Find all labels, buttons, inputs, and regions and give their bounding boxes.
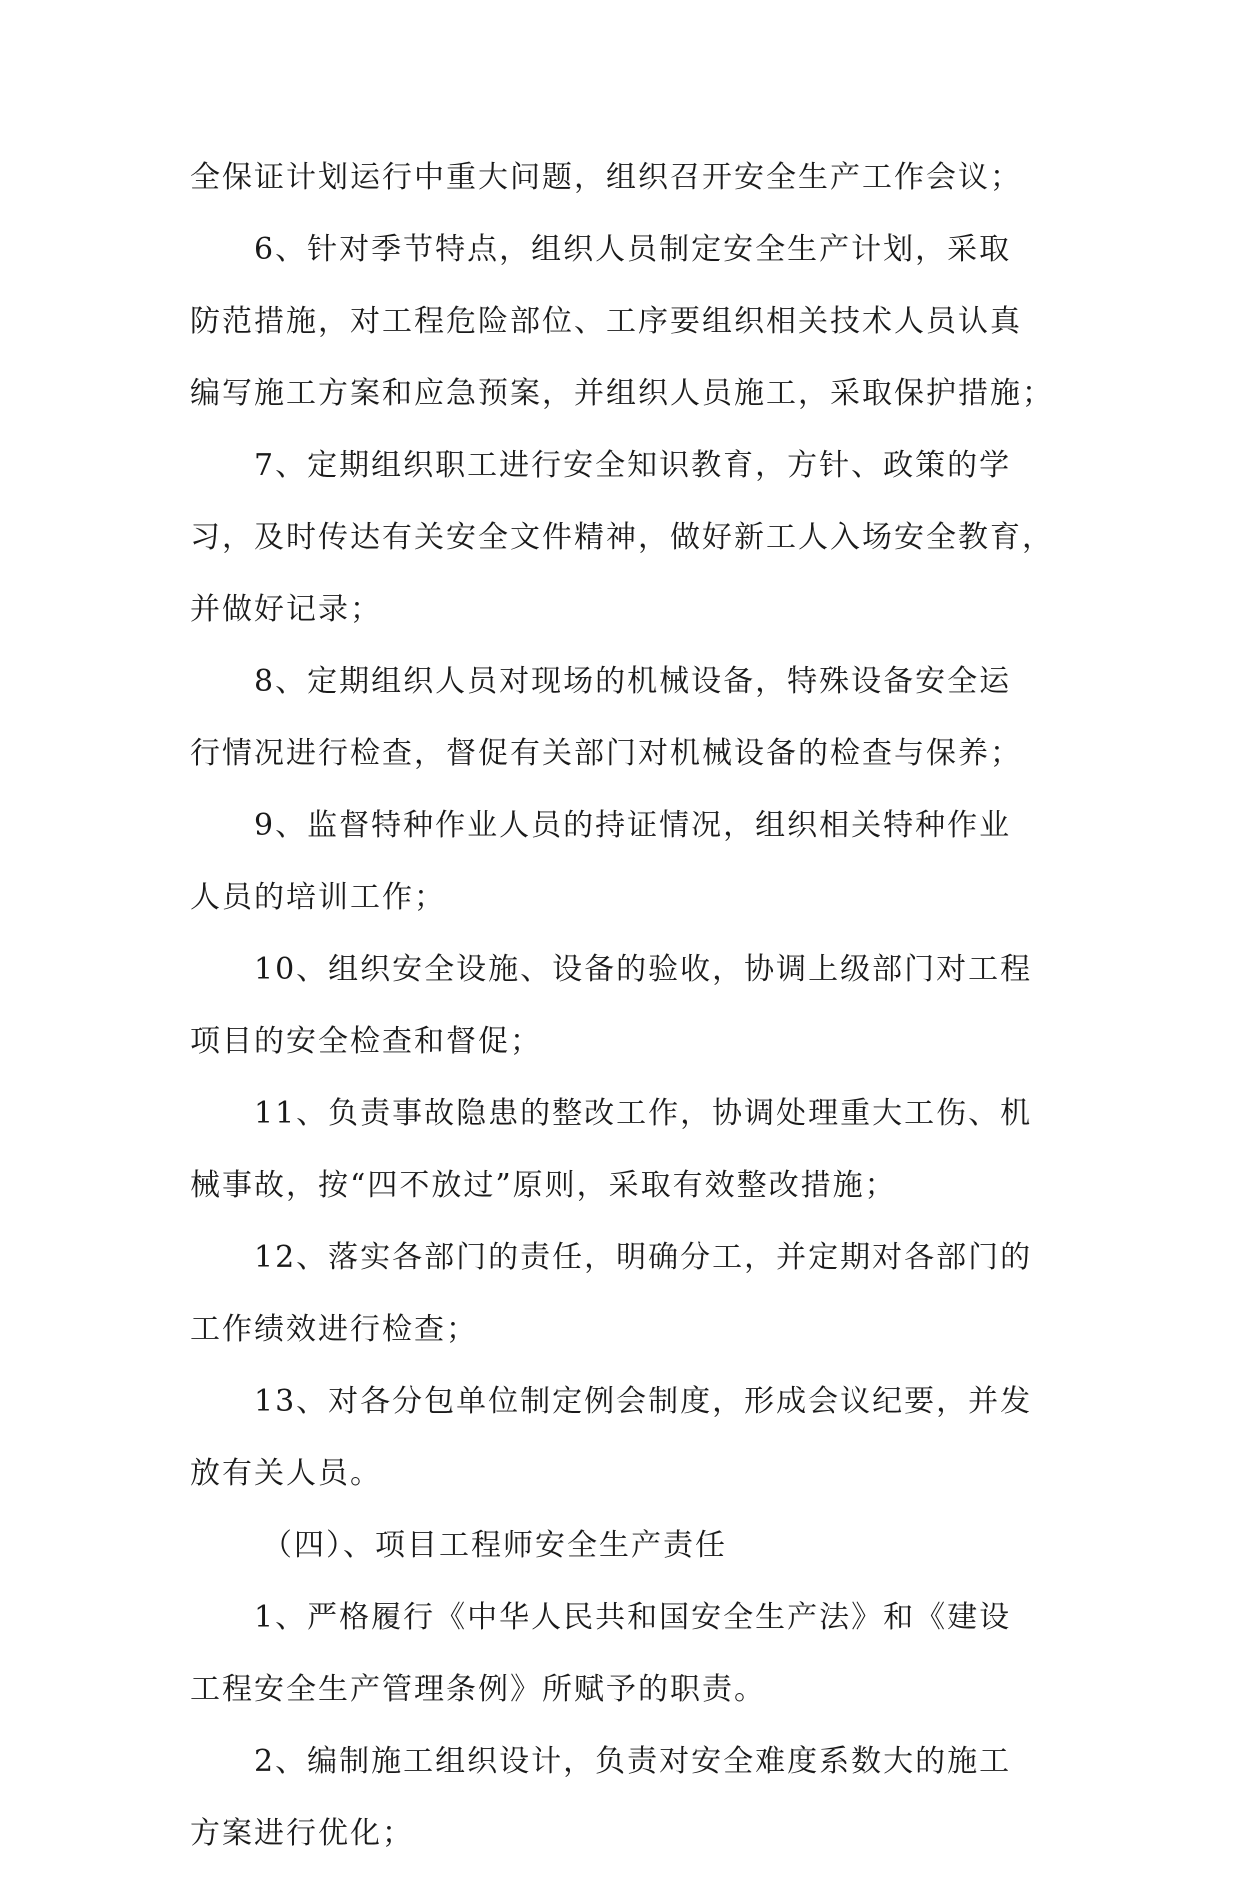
paragraph-line: 10、组织安全设施、设备的验收，协调上级部门对工程 <box>254 952 1033 987</box>
paragraph-line: 放有关人员。 <box>190 1456 382 1491</box>
paragraph-line: 11、负责事故隐患的整改工作，协调处理重大工伤、机 <box>254 1096 1033 1131</box>
paragraph-line: 行情况进行检查，督促有关部门对机械设备的检查与保养； <box>190 736 1022 771</box>
paragraph-line: 工程安全生产管理条例》所赋予的职责。 <box>190 1672 766 1707</box>
paragraph-line: 防范措施，对工程危险部位、工序要组织相关技术人员认真 <box>190 304 1022 339</box>
paragraph-line: 编写施工方案和应急预案，并组织人员施工，采取保护措施； <box>190 376 1054 411</box>
paragraph-line: 项目的安全检查和督促； <box>190 1024 542 1059</box>
paragraph-line: 12、落实各部门的责任，明确分工，并定期对各部门的 <box>254 1240 1033 1275</box>
section-heading: （四）、项目工程师安全生产责任 <box>262 1528 727 1563</box>
paragraph-line: 8、定期组织人员对现场的机械设备，特殊设备安全运 <box>254 664 1012 699</box>
paragraph-line: 2、编制施工组织设计，负责对安全难度系数大的施工 <box>254 1744 1012 1779</box>
paragraph-line: 并做好记录； <box>190 592 382 627</box>
paragraph-line: 全保证计划运行中重大问题，组织召开安全生产工作会议； <box>190 160 1022 195</box>
paragraph-line: 械事故，按“四不放过”原则，采取有效整改措施； <box>190 1168 897 1203</box>
paragraph-line: 7、定期组织职工进行安全知识教育，方针、政策的学 <box>254 448 1012 483</box>
paragraph-line: 1、严格履行《中华人民共和国安全生产法》和《建设 <box>254 1600 1012 1635</box>
paragraph-line: 习，及时传达有关安全文件精神，做好新工人入场安全教育， <box>190 520 1054 555</box>
document-body <box>190 160 1060 1888</box>
paragraph-line: 人员的培训工作； <box>190 880 446 915</box>
paragraph-line: 9、监督特种作业人员的持证情况，组织相关特种作业 <box>254 808 1012 843</box>
paragraph-line: 6、针对季节特点，组织人员制定安全生产计划，采取 <box>254 232 1012 267</box>
paragraph-line: 13、对各分包单位制定例会制度，形成会议纪要，并发 <box>254 1384 1033 1419</box>
paragraph-line: 工作绩效进行检查； <box>190 1312 478 1347</box>
paragraph-line: 方案进行优化； <box>190 1816 414 1851</box>
